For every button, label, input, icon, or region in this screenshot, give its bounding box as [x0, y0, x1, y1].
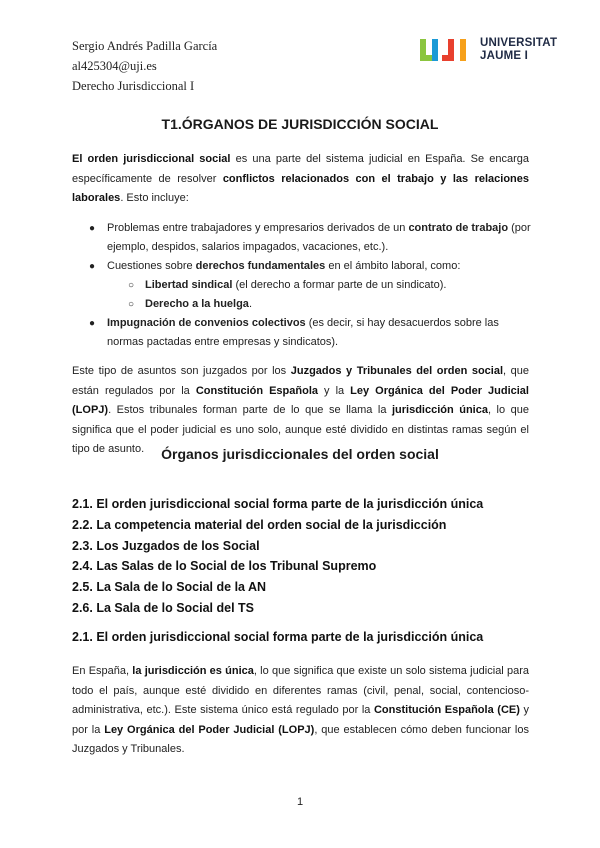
- toc-item: 2.4. Las Salas de lo Social de los Tribunal Supremo: [72, 559, 377, 574]
- page-number: 1: [296, 796, 304, 808]
- logo-wordmark: UNIVERSITAT JAUME I: [480, 37, 558, 62]
- course-name: Derecho Jurisdiccional I: [72, 79, 195, 93]
- toc-item: 2.5. La Sala de lo Social de la AN: [72, 580, 267, 595]
- intro-paragraph: El orden jurisdiccional social es una parte del sistema judicial en España. Se encarga específicamente de resolver conflictos relacionados con el trabajo y las relaciones laborales. Esto incluye:: [72, 153, 529, 204]
- document-title: T1.ÓRGANOS DE JURISDICCIÓN SOCIAL: [161, 116, 439, 132]
- bullet-list: [72, 219, 532, 352]
- regulation-paragraph: Este tipo de asuntos son juzgados por los Juzgados y Tribunales del orden social, que están regulados por la Constitución Española y la Ley Orgánica del Poder Judicial (LOPJ). Estos tribunales forman parte de lo que se llama la jurisdicción única, lo que significa que el poder judicial es uno solo, aunque esté dividido en distintas ramas según el tipo de asunto.: [72, 365, 530, 455]
- uji-logo-mark: [420, 37, 476, 63]
- section-heading: 2.1. El orden jurisdiccional social forma parte de la jurisdicción única: [72, 630, 484, 644]
- section-title: Órganos jurisdiccionales del orden social: [161, 446, 439, 462]
- bullet-icon: ●: [89, 223, 96, 234]
- university-logo: [420, 37, 570, 63]
- hollow-bullet-icon: ○: [128, 299, 135, 310]
- page-header: [72, 36, 217, 96]
- hollow-bullet-icon: ○: [128, 280, 135, 291]
- author-name: Sergio Andrés Padilla García: [72, 39, 218, 53]
- bullet-icon: ●: [89, 261, 96, 272]
- author-email: al425304@uji.es: [72, 59, 157, 73]
- list-item: ● Impugnación de convenios colectivos (es decir, si hay desacuerdos sobre las normas pactadas entre empresas y sindicatos).: [72, 314, 532, 352]
- toc-item: 2.1. El orden jurisdiccional social forma parte de la jurisdicción única: [72, 497, 484, 511]
- section-paragraph: En España, la jurisdicción es única, lo que significa que existe un solo sistema judicial para todo el país, aunque esté dividido en diferentes ramas (civil, penal, social, contencioso-administrativa, etc.). Este sistema único está regulado por la Constitución Española (CE) y por la Ley Orgánica del Poder Judicial (LOPJ), que establecen cómo deben funcionar los Juzgados y Tribunales.: [72, 665, 530, 755]
- toc-item: 2.6. La Sala de lo Social del TS: [72, 600, 255, 615]
- sub-list-item: ○ Derecho a la huelga.: [72, 295, 532, 314]
- toc-item: 2.3. Los Juzgados de los Social: [72, 538, 260, 553]
- list-item: ● Cuestiones sobre derechos fundamentales en el ámbito laboral, como:: [72, 257, 532, 276]
- bullet-icon: ●: [89, 318, 96, 329]
- table-of-contents: [72, 494, 542, 619]
- sub-list-item: ○ Libertad sindical (el derecho a formar parte de un sindicato).: [72, 276, 532, 295]
- toc-item: 2.2. La competencia material del orden social de la jurisdicción: [72, 517, 447, 532]
- list-item: ● Problemas entre trabajadores y empresarios derivados de un contrato de trabajo (por ejemplo, despidos, salarios impagados, vacaciones, etc.).: [72, 219, 532, 257]
